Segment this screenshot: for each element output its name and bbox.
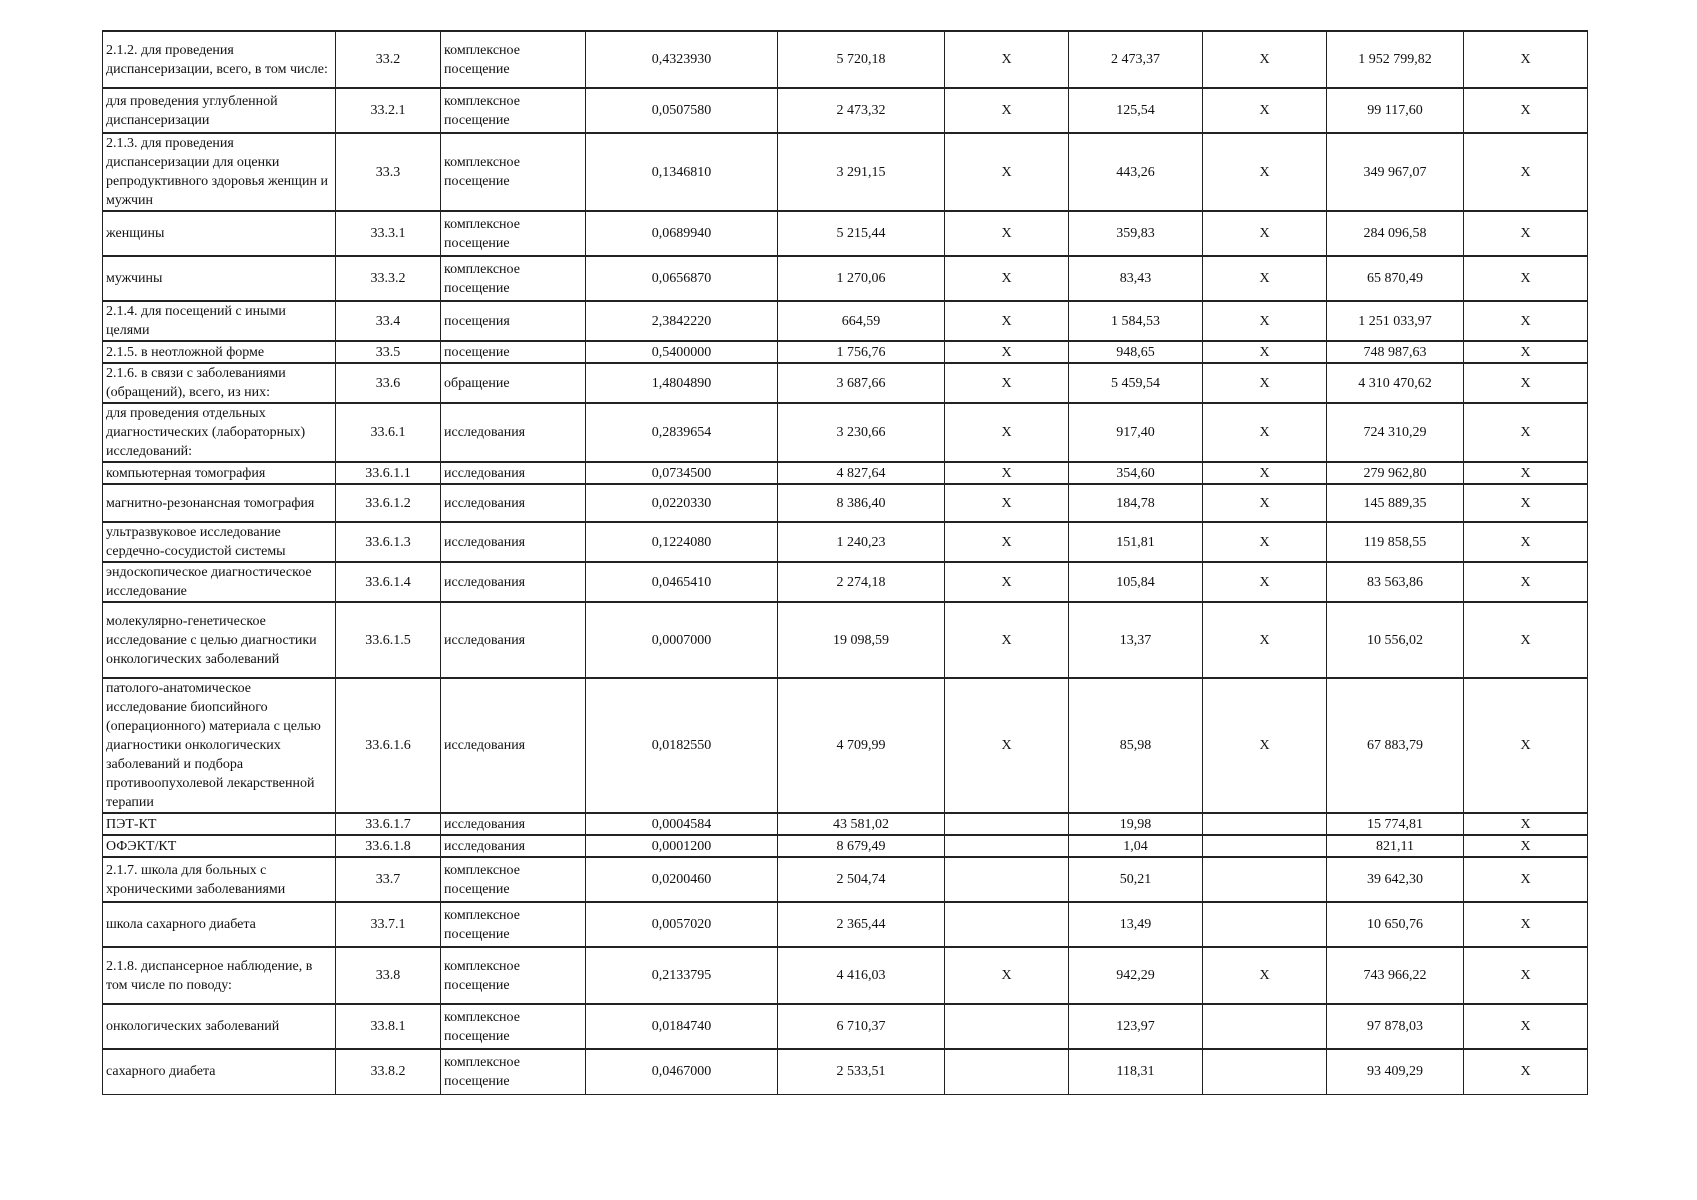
row-code-cell: 33.8.1 [336,1004,441,1049]
mark-cell [945,1004,1069,1049]
mark-cell: X [945,88,1069,133]
table-row [103,484,1588,522]
per-capita-cell: 354,60 [1069,462,1203,484]
unit-cell: исследования [441,522,586,562]
row-code-cell: 33.6.1.4 [336,562,441,602]
row-code-cell: 33.6.1.5 [336,602,441,678]
mark-cell: X [1203,31,1327,88]
unit-cost-cell: 2 274,18 [778,562,945,602]
norm-cell: 0,1346810 [586,133,778,211]
norm-cell: 0,0200460 [586,857,778,902]
table-row [103,211,1588,256]
total-cell: 39 642,30 [1327,857,1464,902]
mark-cell: X [945,363,1069,403]
unit-cost-cell: 2 365,44 [778,902,945,947]
mark-cell: X [945,602,1069,678]
indicator-name-cell: ОФЭКТ/КТ [103,835,336,857]
unit-cell: комплексное посещение [441,947,586,1004]
row-code-cell: 33.6.1.3 [336,522,441,562]
norm-cell: 0,5400000 [586,341,778,363]
mark-cell: X [1464,602,1588,678]
total-cell: 119 858,55 [1327,522,1464,562]
per-capita-cell: 443,26 [1069,133,1203,211]
mark-cell [1203,1049,1327,1094]
norm-cell: 0,1224080 [586,522,778,562]
per-capita-cell: 942,29 [1069,947,1203,1004]
total-cell: 15 774,81 [1327,813,1464,835]
indicator-name-cell: женщины [103,211,336,256]
table-row [103,562,1588,602]
unit-cell: исследования [441,562,586,602]
mark-cell: X [1464,835,1588,857]
table-row [103,1049,1588,1094]
per-capita-cell: 917,40 [1069,403,1203,462]
unit-cost-cell: 3 230,66 [778,403,945,462]
row-code-cell: 33.3 [336,133,441,211]
mark-cell: X [945,522,1069,562]
unit-cell: комплексное посещение [441,1049,586,1094]
unit-cost-cell: 1 270,06 [778,256,945,301]
mark-cell: X [1464,678,1588,813]
row-code-cell: 33.2 [336,31,441,88]
unit-cell: комплексное посещение [441,31,586,88]
table-row [103,301,1588,341]
mark-cell: X [1464,363,1588,403]
unit-cell: комплексное посещение [441,902,586,947]
unit-cost-cell: 2 473,32 [778,88,945,133]
unit-cost-cell: 3 687,66 [778,363,945,403]
total-cell: 821,11 [1327,835,1464,857]
mark-cell: X [1203,211,1327,256]
row-code-cell: 33.5 [336,341,441,363]
mark-cell: X [1203,678,1327,813]
mark-cell [945,1049,1069,1094]
norm-cell: 0,0007000 [586,602,778,678]
mark-cell: X [945,484,1069,522]
per-capita-cell: 5 459,54 [1069,363,1203,403]
mark-cell [945,857,1069,902]
per-capita-cell: 151,81 [1069,522,1203,562]
mark-cell [945,813,1069,835]
unit-cost-cell: 1 756,76 [778,341,945,363]
mark-cell: X [945,678,1069,813]
mark-cell: X [1203,256,1327,301]
mark-cell: X [1203,133,1327,211]
table-row [103,835,1588,857]
indicator-name-cell: эндоскопическое диагностическое исследование [103,562,336,602]
indicator-name-cell: для проведения углубленной диспансеризации [103,88,336,133]
indicator-name-cell: 2.1.3. для проведения диспансеризации для оценки репродуктивного здоровья женщин и мужчин [103,133,336,211]
per-capita-cell: 125,54 [1069,88,1203,133]
row-code-cell: 33.7.1 [336,902,441,947]
mark-cell [1203,835,1327,857]
table-row [103,813,1588,835]
row-code-cell: 33.6.1.6 [336,678,441,813]
mark-cell: X [945,462,1069,484]
unit-cost-cell: 43 581,02 [778,813,945,835]
per-capita-cell: 359,83 [1069,211,1203,256]
norm-cell: 0,4323930 [586,31,778,88]
norm-cell: 0,0467000 [586,1049,778,1094]
mark-cell: X [945,211,1069,256]
unit-cost-cell: 3 291,15 [778,133,945,211]
mark-cell: X [945,256,1069,301]
row-code-cell: 33.4 [336,301,441,341]
norm-cell: 0,0220330 [586,484,778,522]
norm-cell: 0,2839654 [586,403,778,462]
mark-cell: X [1464,403,1588,462]
table-body [103,31,1588,1094]
row-code-cell: 33.6.1.8 [336,835,441,857]
indicator-name-cell: молекулярно-генетическое исследование с целью диагностики онкологических заболеваний [103,602,336,678]
mark-cell: X [1464,562,1588,602]
table-row [103,462,1588,484]
per-capita-cell: 105,84 [1069,562,1203,602]
norm-cell: 0,0465410 [586,562,778,602]
unit-cell: посещения [441,301,586,341]
per-capita-cell: 1,04 [1069,835,1203,857]
total-cell: 10 556,02 [1327,602,1464,678]
table-row [103,363,1588,403]
mark-cell [1203,857,1327,902]
indicator-name-cell: 2.1.8. диспансерное наблюдение, в том числе по поводу: [103,947,336,1004]
row-code-cell: 33.6.1.2 [336,484,441,522]
total-cell: 67 883,79 [1327,678,1464,813]
unit-cost-cell: 19 098,59 [778,602,945,678]
total-cell: 748 987,63 [1327,341,1464,363]
row-code-cell: 33.8.2 [336,1049,441,1094]
unit-cost-cell: 5 215,44 [778,211,945,256]
unit-cell: исследования [441,678,586,813]
per-capita-cell: 1 584,53 [1069,301,1203,341]
indicator-name-cell: патолого-анатомическое исследование биопсийного (операционного) материала с целью диагностики онкологических заболеваний и подбора противоопухолевой лекарственной терапии [103,678,336,813]
unit-cell: исследования [441,403,586,462]
row-code-cell: 33.8 [336,947,441,1004]
unit-cost-cell: 6 710,37 [778,1004,945,1049]
indicator-name-cell: ПЭТ-КТ [103,813,336,835]
unit-cell: комплексное посещение [441,211,586,256]
per-capita-cell: 13,37 [1069,602,1203,678]
norm-cell: 0,0656870 [586,256,778,301]
mark-cell: X [1203,301,1327,341]
table-row [103,857,1588,902]
mark-cell: X [1203,562,1327,602]
norm-cell: 0,2133795 [586,947,778,1004]
unit-cost-cell: 1 240,23 [778,522,945,562]
total-cell: 724 310,29 [1327,403,1464,462]
unit-cell: комплексное посещение [441,133,586,211]
mark-cell [1203,902,1327,947]
norm-cell: 0,0184740 [586,1004,778,1049]
unit-cell: комплексное посещение [441,857,586,902]
unit-cell: исследования [441,835,586,857]
indicator-name-cell: 2.1.2. для проведения диспансеризации, всего, в том числе: [103,31,336,88]
total-cell: 10 650,76 [1327,902,1464,947]
norm-cell: 0,0004584 [586,813,778,835]
mark-cell: X [945,341,1069,363]
row-code-cell: 33.6 [336,363,441,403]
total-cell: 145 889,35 [1327,484,1464,522]
mark-cell: X [1203,484,1327,522]
table-row [103,602,1588,678]
mark-cell: X [1464,88,1588,133]
mark-cell: X [1464,484,1588,522]
mark-cell: X [1203,88,1327,133]
mark-cell: X [1203,341,1327,363]
mark-cell: X [1464,341,1588,363]
unit-cost-cell: 2 504,74 [778,857,945,902]
row-code-cell: 33.6.1.1 [336,462,441,484]
row-code-cell: 33.6.1.7 [336,813,441,835]
unit-cell: исследования [441,462,586,484]
mark-cell [945,835,1069,857]
indicator-name-cell: 2.1.6. в связи с заболеваниями (обращений), всего, из них: [103,363,336,403]
norm-cell: 0,0734500 [586,462,778,484]
mark-cell: X [1203,947,1327,1004]
unit-cell: посещение [441,341,586,363]
total-cell: 1 952 799,82 [1327,31,1464,88]
row-code-cell: 33.3.1 [336,211,441,256]
mark-cell: X [1464,1049,1588,1094]
mark-cell: X [1464,522,1588,562]
unit-cell: исследования [441,813,586,835]
table-row [103,341,1588,363]
row-code-cell: 33.6.1 [336,403,441,462]
norm-cell: 0,0182550 [586,678,778,813]
total-cell: 284 096,58 [1327,211,1464,256]
mark-cell [1203,813,1327,835]
per-capita-cell: 2 473,37 [1069,31,1203,88]
indicator-name-cell: ультразвуковое исследование сердечно-сосудистой системы [103,522,336,562]
mark-cell: X [1464,813,1588,835]
per-capita-cell: 50,21 [1069,857,1203,902]
per-capita-cell: 123,97 [1069,1004,1203,1049]
total-cell: 97 878,03 [1327,1004,1464,1049]
mark-cell: X [945,562,1069,602]
unit-cost-cell: 8 679,49 [778,835,945,857]
table-row [103,256,1588,301]
indicator-name-cell: магнитно-резонансная томография [103,484,336,522]
table-row [103,678,1588,813]
indicator-name-cell: школа сахарного диабета [103,902,336,947]
table-row [103,947,1588,1004]
mark-cell: X [1203,363,1327,403]
norm-cell: 0,0507580 [586,88,778,133]
mark-cell: X [1464,462,1588,484]
total-cell: 4 310 470,62 [1327,363,1464,403]
per-capita-cell: 13,49 [1069,902,1203,947]
unit-cell: исследования [441,484,586,522]
total-cell: 349 967,07 [1327,133,1464,211]
per-capita-cell: 85,98 [1069,678,1203,813]
mark-cell: X [1464,1004,1588,1049]
mark-cell: X [1464,902,1588,947]
table-row [103,522,1588,562]
unit-cell: комплексное посещение [441,88,586,133]
unit-cost-cell: 4 416,03 [778,947,945,1004]
norm-cell: 1,4804890 [586,363,778,403]
mark-cell: X [1203,462,1327,484]
unit-cell: исследования [441,602,586,678]
per-capita-cell: 948,65 [1069,341,1203,363]
table-row [103,902,1588,947]
norm-cell: 0,0001200 [586,835,778,857]
table-row [103,133,1588,211]
mark-cell: X [945,31,1069,88]
mark-cell: X [1203,403,1327,462]
total-cell: 1 251 033,97 [1327,301,1464,341]
row-code-cell: 33.2.1 [336,88,441,133]
tariff-table [102,30,1588,1095]
mark-cell: X [1464,133,1588,211]
mark-cell: X [1464,31,1588,88]
table-row [103,1004,1588,1049]
unit-cost-cell: 8 386,40 [778,484,945,522]
per-capita-cell: 118,31 [1069,1049,1203,1094]
row-code-cell: 33.3.2 [336,256,441,301]
mark-cell [945,902,1069,947]
mark-cell: X [1203,602,1327,678]
mark-cell: X [945,133,1069,211]
unit-cell: комплексное посещение [441,256,586,301]
unit-cost-cell: 4 709,99 [778,678,945,813]
mark-cell: X [945,947,1069,1004]
indicator-name-cell: компьютерная томография [103,462,336,484]
total-cell: 83 563,86 [1327,562,1464,602]
norm-cell: 0,0057020 [586,902,778,947]
mark-cell: X [1464,857,1588,902]
total-cell: 743 966,22 [1327,947,1464,1004]
mark-cell: X [1464,256,1588,301]
total-cell: 99 117,60 [1327,88,1464,133]
unit-cost-cell: 664,59 [778,301,945,341]
table-row [103,403,1588,462]
mark-cell: X [1464,301,1588,341]
indicator-name-cell: 2.1.4. для посещений с иными целями [103,301,336,341]
indicator-name-cell: сахарного диабета [103,1049,336,1094]
mark-cell: X [1464,947,1588,1004]
mark-cell: X [945,403,1069,462]
mark-cell [1203,1004,1327,1049]
unit-cost-cell: 2 533,51 [778,1049,945,1094]
unit-cell: комплексное посещение [441,1004,586,1049]
unit-cell: обращение [441,363,586,403]
mark-cell: X [945,301,1069,341]
mark-cell: X [1464,211,1588,256]
unit-cost-cell: 5 720,18 [778,31,945,88]
row-code-cell: 33.7 [336,857,441,902]
total-cell: 279 962,80 [1327,462,1464,484]
per-capita-cell: 184,78 [1069,484,1203,522]
per-capita-cell: 83,43 [1069,256,1203,301]
indicator-name-cell: мужчины [103,256,336,301]
table-row [103,88,1588,133]
indicator-name-cell: для проведения отдельных диагностических (лабораторных) исследований: [103,403,336,462]
indicator-name-cell: онкологических заболеваний [103,1004,336,1049]
norm-cell: 2,3842220 [586,301,778,341]
mark-cell: X [1203,522,1327,562]
indicator-name-cell: 2.1.7. школа для больных с хроническими заболеваниями [103,857,336,902]
per-capita-cell: 19,98 [1069,813,1203,835]
indicator-name-cell: 2.1.5. в неотложной форме [103,341,336,363]
unit-cost-cell: 4 827,64 [778,462,945,484]
total-cell: 93 409,29 [1327,1049,1464,1094]
norm-cell: 0,0689940 [586,211,778,256]
table-row [103,31,1588,88]
total-cell: 65 870,49 [1327,256,1464,301]
